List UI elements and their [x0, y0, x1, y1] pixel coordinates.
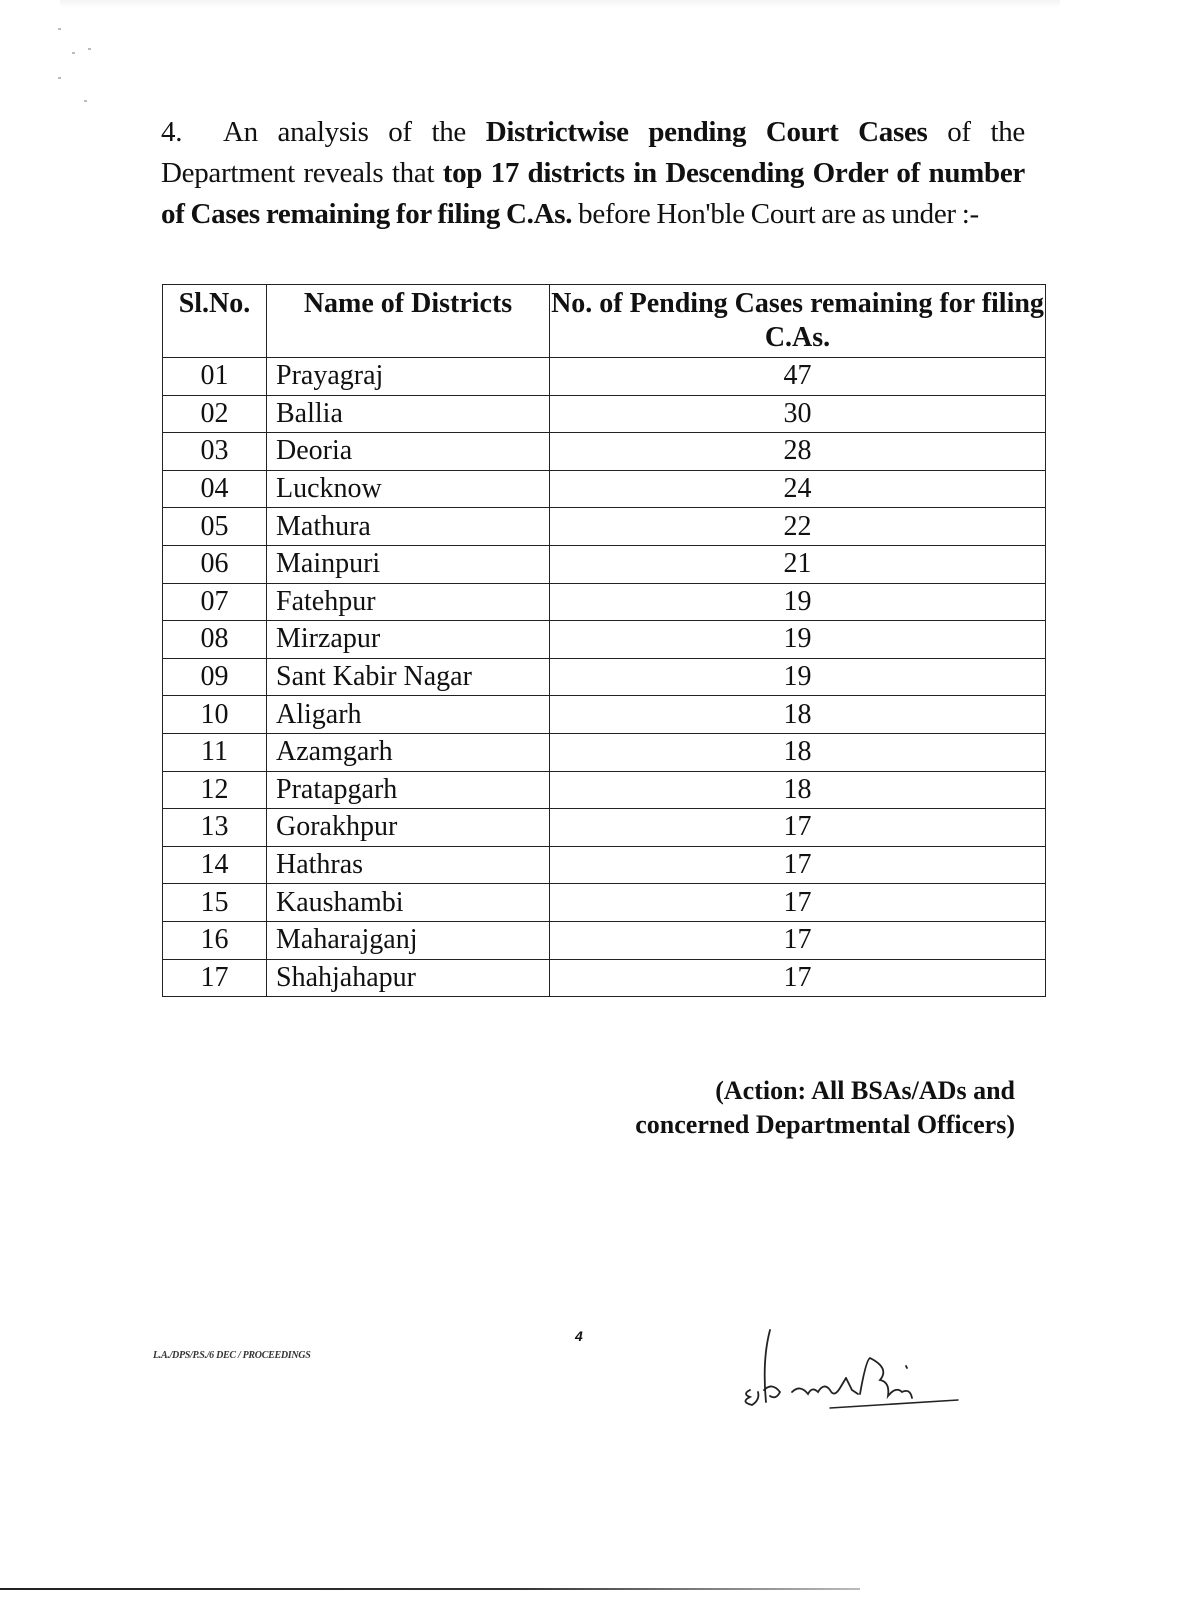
cell-pending-cases: 18: [550, 696, 1046, 734]
paragraph-bold-text: top 17 districts in Descending Order of number of Cases remaining for filing C.As.: [161, 157, 1025, 230]
cell-district-name: Deoria: [267, 433, 550, 471]
paragraph-number: 4.: [161, 116, 183, 148]
cell-district-name: Gorakhpur: [267, 809, 550, 847]
cell-district-name: Kaushambi: [267, 884, 550, 922]
cell-district-name: Azamgarh: [267, 733, 550, 771]
cell-sl-no: 09: [163, 658, 267, 696]
district-pending-cases-table: [162, 284, 1046, 997]
page-bottom-rule: [0, 1588, 860, 1590]
cell-pending-cases: 22: [550, 508, 1046, 546]
table-row: [163, 395, 1046, 433]
cell-district-name: Mirzapur: [267, 621, 550, 659]
cell-district-name: Fatehpur: [267, 583, 550, 621]
cell-sl-no: 14: [163, 846, 267, 884]
paragraph-bold-text: Districtwise pending Court Cases: [485, 116, 928, 148]
cell-sl-no: 04: [163, 470, 267, 508]
cell-pending-cases: 17: [550, 809, 1046, 847]
table-row: [163, 621, 1046, 659]
action-line-2: concerned Departmental Officers): [635, 1110, 1015, 1139]
cell-district-name: Prayagraj: [267, 358, 550, 396]
table-row: [163, 809, 1046, 847]
cell-pending-cases: 19: [550, 621, 1046, 659]
paragraph-text: of the Department reveals that: [161, 116, 1025, 189]
action-line-1: (Action: All BSAs/ADs and: [715, 1076, 1015, 1105]
table-row: [163, 696, 1046, 734]
table-row: [163, 433, 1046, 471]
cell-pending-cases: 47: [550, 358, 1046, 396]
cell-district-name: Lucknow: [267, 470, 550, 508]
table-row: [163, 921, 1046, 959]
cell-district-name: Mathura: [267, 508, 550, 546]
cell-pending-cases: 19: [550, 583, 1046, 621]
scan-speck: [58, 28, 61, 30]
cell-pending-cases: 18: [550, 771, 1046, 809]
cell-district-name: Shahjahapur: [267, 959, 550, 997]
scan-speck: [84, 100, 87, 102]
cell-sl-no: 17: [163, 959, 267, 997]
document-reference: L.A./DPS/P.S./6 DEC / PROCEEDINGS: [153, 1350, 311, 1361]
header-sl-no: Sl.No.: [163, 285, 267, 358]
cell-sl-no: 15: [163, 884, 267, 922]
table-row: [163, 846, 1046, 884]
table-row: [163, 884, 1046, 922]
handwritten-signature-icon: [720, 1320, 970, 1420]
table-row: [163, 771, 1046, 809]
cell-pending-cases: 30: [550, 395, 1046, 433]
scan-edge-smudge: [60, 0, 1060, 8]
cell-district-name: Ballia: [267, 395, 550, 433]
cell-pending-cases: 17: [550, 921, 1046, 959]
cell-district-name: Sant Kabir Nagar: [267, 658, 550, 696]
analysis-paragraph: [161, 112, 1025, 235]
cell-sl-no: 02: [163, 395, 267, 433]
cell-sl-no: 03: [163, 433, 267, 471]
table-row: [163, 733, 1046, 771]
table-body: [163, 358, 1046, 997]
table-header-row: [163, 285, 1046, 358]
cell-sl-no: 13: [163, 809, 267, 847]
cell-sl-no: 05: [163, 508, 267, 546]
paragraph-text: An analysis of the: [223, 116, 486, 148]
cell-pending-cases: 24: [550, 470, 1046, 508]
scan-speck: [72, 52, 75, 54]
cell-sl-no: 01: [163, 358, 267, 396]
table-row: [163, 508, 1046, 546]
cell-pending-cases: 17: [550, 846, 1046, 884]
cell-district-name: Mainpuri: [267, 545, 550, 583]
header-district-name: Name of Districts: [267, 285, 550, 358]
table-row: [163, 358, 1046, 396]
cell-pending-cases: 21: [550, 545, 1046, 583]
header-pending-cases: No. of Pending Cases remaining for filing C.As.: [550, 285, 1046, 358]
cell-pending-cases: 17: [550, 959, 1046, 997]
cell-sl-no: 07: [163, 583, 267, 621]
paragraph-text: before Hon'ble Court are as under :-: [572, 198, 979, 230]
table-row: [163, 583, 1046, 621]
table-row: [163, 470, 1046, 508]
cell-sl-no: 08: [163, 621, 267, 659]
cell-pending-cases: 18: [550, 733, 1046, 771]
table-row: [163, 658, 1046, 696]
table-row: [163, 545, 1046, 583]
cell-sl-no: 10: [163, 696, 267, 734]
cell-pending-cases: 17: [550, 884, 1046, 922]
cell-district-name: Maharajganj: [267, 921, 550, 959]
table-row: [163, 959, 1046, 997]
cell-district-name: Hathras: [267, 846, 550, 884]
cell-sl-no: 11: [163, 733, 267, 771]
page-number: 4: [575, 1328, 583, 1344]
cell-pending-cases: 28: [550, 433, 1046, 471]
cell-sl-no: 12: [163, 771, 267, 809]
scan-speck: [88, 48, 91, 50]
cell-district-name: Aligarh: [267, 696, 550, 734]
action-note: [635, 1074, 1015, 1142]
table-container: [162, 284, 1046, 997]
cell-sl-no: 16: [163, 921, 267, 959]
cell-district-name: Pratapgarh: [267, 771, 550, 809]
cell-pending-cases: 19: [550, 658, 1046, 696]
cell-sl-no: 06: [163, 545, 267, 583]
scan-speck: [58, 77, 61, 79]
